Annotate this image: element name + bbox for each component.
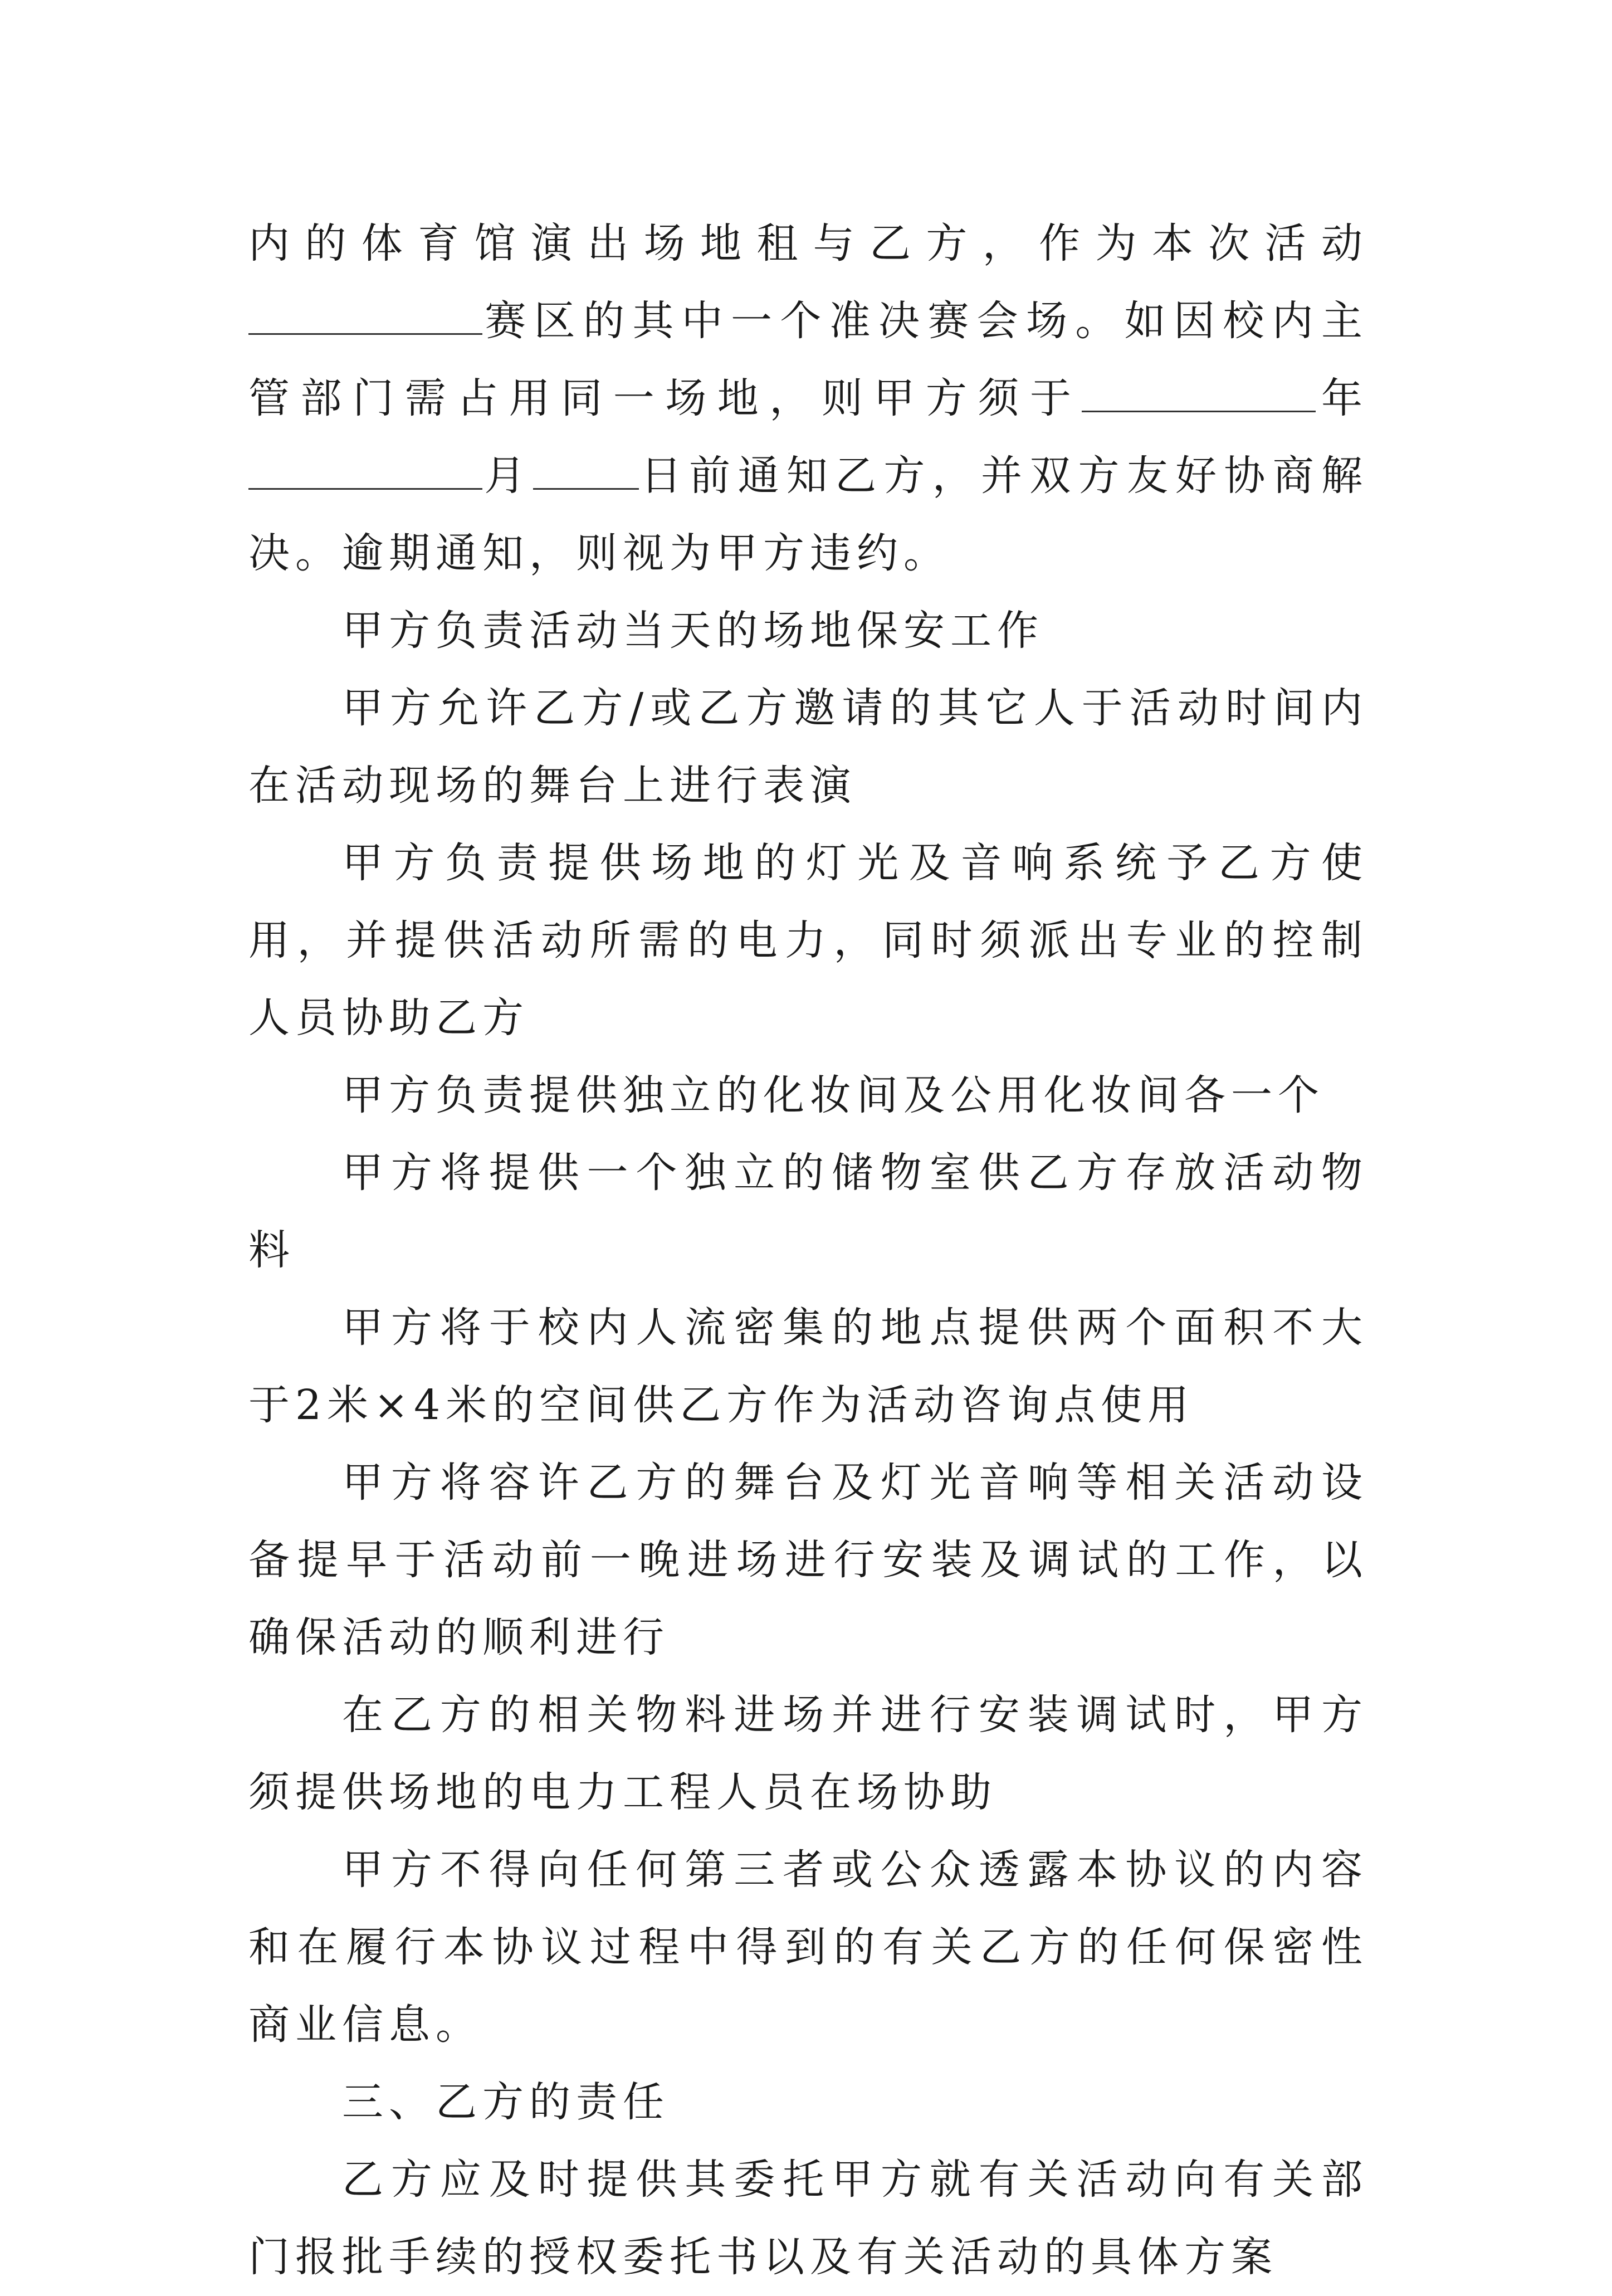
paragraph-security: 甲方负责活动当天的场地保安工作	[342, 607, 1044, 655]
month-label: 月	[482, 452, 533, 500]
blank-line-day[interactable]	[533, 451, 639, 490]
paragraph-venue-rental	[248, 205, 1368, 592]
paragraph-storage-room: 甲方将提供一个独立的储物室供乙方存放活动物料	[248, 1149, 1368, 1274]
blank-line-month[interactable]	[248, 451, 482, 490]
blank-line-event-name[interactable]	[248, 296, 482, 335]
paragraph-equipment-setup: 甲方将容许乙方的舞台及灯光音响等相关活动设备提早于活动前一晚进场进行安装及调试的工作，以确保活动的顺利进行	[248, 1459, 1368, 1661]
paragraph-confidentiality: 甲方不得向任何第三者或公众透露本协议的内容和在履行本协议过程中得到的有关乙方的任何保密性商业信息。	[248, 1846, 1368, 2049]
venue-rental-text-3: 日前通知乙方，并双方友好协商解决。逾期通知，则视为甲方违约。	[248, 452, 1369, 577]
paragraph-performance: 甲方允许乙方/或乙方邀请的其它人于活动时间内在活动现场的舞台上进行表演	[248, 684, 1368, 810]
paragraph-lighting-sound: 甲方负责提供场地的灯光及音响系统予乙方使用，并提供活动所需的电力，同时须派出专业的控制人员协助乙方	[248, 839, 1368, 1042]
venue-rental-text-2: 赛区的其中一个准决赛会场。如因校内主管部门需占用同一场地，则甲方须于	[248, 297, 1368, 422]
venue-rental-text-1: 内的体育馆演出场地租与乙方，作为本次活动	[248, 220, 1368, 267]
blank-line-year[interactable]	[1082, 374, 1316, 412]
paragraph-dressing-room: 甲方负责提供独立的化妆间及公用化妆间各一个	[342, 1071, 1325, 1119]
paragraph-consultation-space: 甲方将于校内人流密集的地点提供两个面积不大于2米×4米的空间供乙方作为活动咨询点使用	[248, 1304, 1368, 1429]
section-heading-party-b: 三、乙方的责任	[342, 2078, 670, 2126]
paragraph-electrical-staff: 在乙方的相关物料进场并进行安装调试时，甲方须提供场地的电力工程人员在场协助	[248, 1691, 1368, 1816]
paragraph-authorization: 乙方应及时提供其委托甲方就有关活动向有关部门报批手续的授权委托书以及有关活动的具体方案	[248, 2156, 1368, 2281]
year-label: 年	[1316, 374, 1368, 422]
document-body	[248, 205, 1368, 2296]
